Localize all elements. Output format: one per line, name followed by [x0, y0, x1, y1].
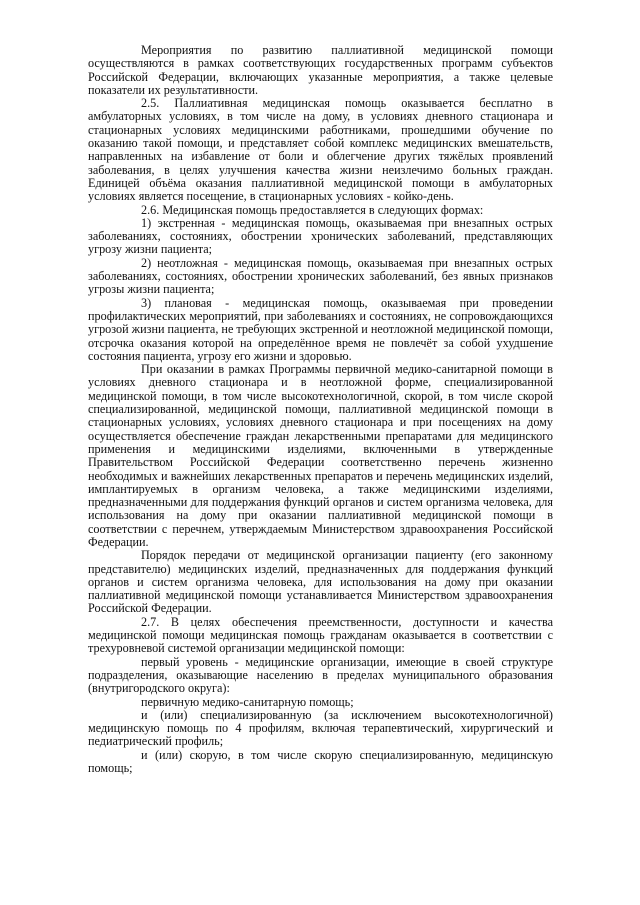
paragraph-2-5: 2.5. Паллиативная медицинская помощь оказывается бесплатно в амбулаторных условиях, в том числе на дому, в условиях дневного стационара и стационарных условиях медицинскими работниками, прошедшими обучение по оказанию такой помощи, и представляет собой комплекс медицинских вмешательств, направленных на избавление от боли и облегчение других тяжёлых проявлений заболевания, в целях улучшения качества жизни неизлечимо больных граждан. Единицей объёма оказания паллиативной медицинской помощи в амбулаторных условиях является посещение, в стационарных условиях - койко-день.: [88, 96, 553, 204]
list-item-specialized-care: и (или) специализированную (за исключением высокотехнологичной) медицинскую помощь по 4 профилям, включая терапевтический, хирургический и педиатрический профиль;: [88, 707, 553, 749]
list-item-planned: 3) плановая - медицинская помощь, оказываемая при проведении профилактических мероприятий, при заболеваниях и состояниях, не сопровождающихся угрозой жизни пациента, не требующих экстренной и неотложной медицинской помощи, отсрочка оказания которой на определённое время не повлечёт за собой ухудшение состояния пациента, угрозу его жизни и здоровью.: [88, 295, 554, 363]
paragraph-2-7: 2.7. В целях обеспечения преемственности, доступности и качества медицинской помощи медицинская помощь гражданам оказывается в соответствии с трехуровневой системой организации медицинской помощи:: [88, 614, 553, 656]
list-item-urgent: 2) неотложная - медицинская помощь, оказываемая при внезапных острых заболеваниях, состояниях, обострении хронических заболеваний, без явных признаков угрозы жизни пациента;: [88, 255, 553, 297]
paragraph-palliative-programs: Мероприятия по развитию паллиативной медицинской помощи осуществляются в рамках соответствующих государственных программ субъектов Российской Федерации, включающих указанные мероприятия, а также целевые показатели их результативности.: [88, 43, 553, 97]
paragraph-drug-provision: При оказании в рамках Программы первичной медико-санитарной помощи в условиях дневного стационара и в неотложной форме, специализированной медицинской помощи, в том числе высокотехнологичной, скорой, в том числе скорой специализированной, медицинской помощи, паллиативной медицинской помощи в стационарных условиях, условиях дневного стационара и при посещениях на дому осуществляется обеспечение граждан лекарственными препаратами для медицинского применения и медицинскими изделиями, включенными в утвержденные Правительством Российской Федерации соответственно перечень жизненно необходимых и важнейших лекарственных препаратов и перечень медицинских изделий, имплантируемых в организм человека, а также медицинскими изделиями, предназначенными для поддержания функций органов и систем организма человека, для использования на дому при оказании паллиативной медицинской помощи в соответствии с перечнем, утверждаемым Министерством здравоохранения Российской Федерации.: [88, 362, 553, 549]
list-item-ambulance-care: и (или) скорую, в том числе скорую специализированную, медицинскую помощь;: [88, 747, 553, 776]
paragraph-device-transfer: Порядок передачи от медицинской организации пациенту (его законному представителю) медицинских изделий, предназначенных для поддержания функций органов и систем организма человека, для использования на дому при оказании паллиативной медицинской помощи устанавливается Министерством здравоохранения Российской Федерации.: [88, 548, 553, 616]
paragraph-2-6: 2.6. Медицинская помощь предоставляется в следующих формах:: [141, 202, 484, 217]
list-item-emergency: 1) экстренная - медицинская помощь, оказываемая при внезапных острых заболеваниях, состояниях, обострении хронических заболеваний, представляющих угрозу жизни пациента;: [88, 215, 553, 257]
paragraph-first-level: первый уровень - медицинские организации, имеющие в своей структуре подразделения, оказывающие населению в пределах муниципального образования (внутригородского округа):: [88, 654, 553, 696]
document-page: [88, 44, 553, 775]
list-item-primary-care: первичную медико-санитарную помощь;: [141, 694, 354, 709]
